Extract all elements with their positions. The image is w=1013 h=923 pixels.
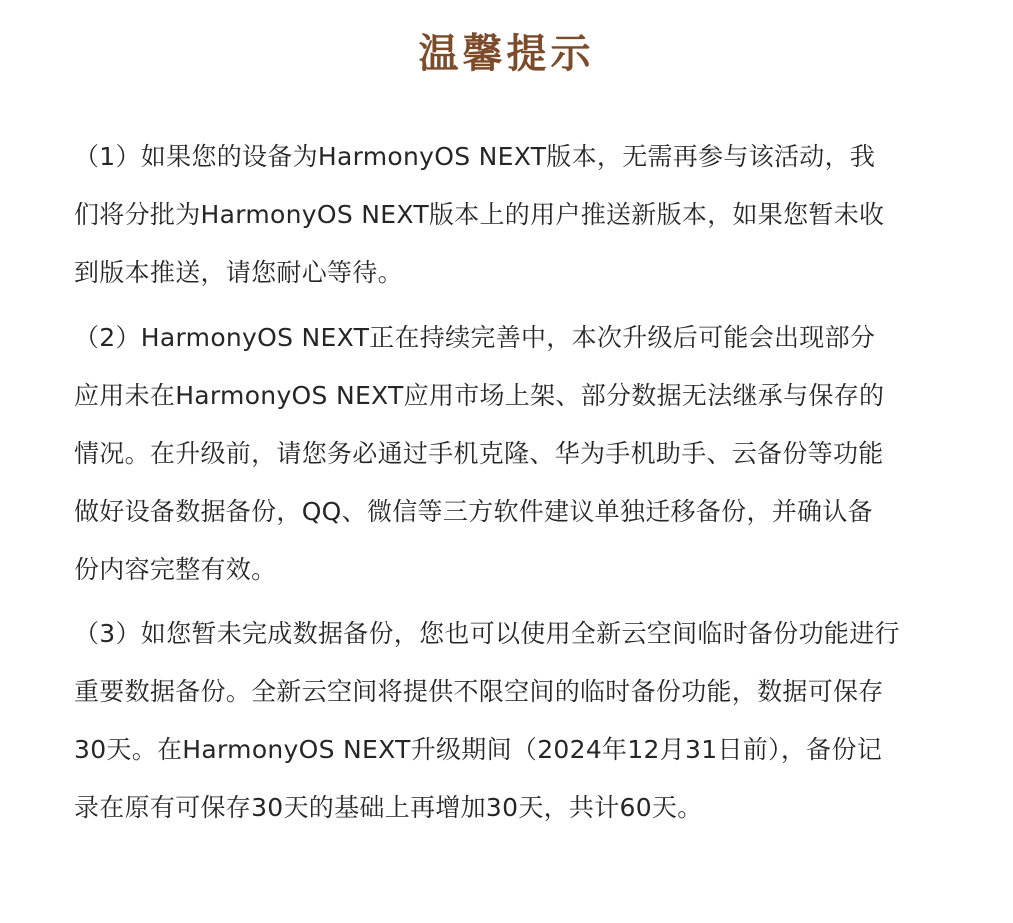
notice-title: 温馨提示 [418, 31, 595, 77]
notice-paragraph-1 [74, 128, 954, 302]
notice-paragraph-3 [74, 605, 954, 837]
paragraph-line: （2）HarmonyOS NEXT正在持续完善中，本次升级后可能会出现部分 [74, 323, 876, 352]
paragraph-line: 录在原有可保存30天的基础上再增加30天，共计60天。 [74, 793, 703, 822]
paragraph-line: 份内容完整有效。 [74, 555, 277, 584]
paragraph-line: （3）如您暂未完成数据备份，您也可以使用全新云空间临时备份功能进行 [74, 619, 900, 648]
paragraph-line: 做好设备数据备份，QQ、微信等三方软件建议单独迁移备份，并确认备 [74, 497, 873, 526]
paragraph-line: 重要数据备份。全新云空间将提供不限空间的临时备份功能，数据可保存 [74, 677, 884, 706]
paragraph-line: （1）如果您的设备为HarmonyOS NEXT版本，无需再参与该活动，我 [74, 142, 876, 171]
notice-paragraph-2 [74, 309, 954, 599]
paragraph-line: 应用未在HarmonyOS NEXT应用市场上架、部分数据无法继承与保存的 [74, 381, 885, 410]
paragraph-line: 情况。在升级前，请您务必通过手机克隆、华为手机助手、云备份等功能 [74, 439, 884, 468]
paragraph-line: 30天。在HarmonyOS NEXT升级期间（2024年12月31日前），备份记 [74, 735, 883, 764]
paragraph-line: 到版本推送，请您耐心等待。 [74, 258, 403, 287]
paragraph-line: 们将分批为HarmonyOS NEXT版本上的用户推送新版本，如果您暂未收 [74, 200, 885, 229]
